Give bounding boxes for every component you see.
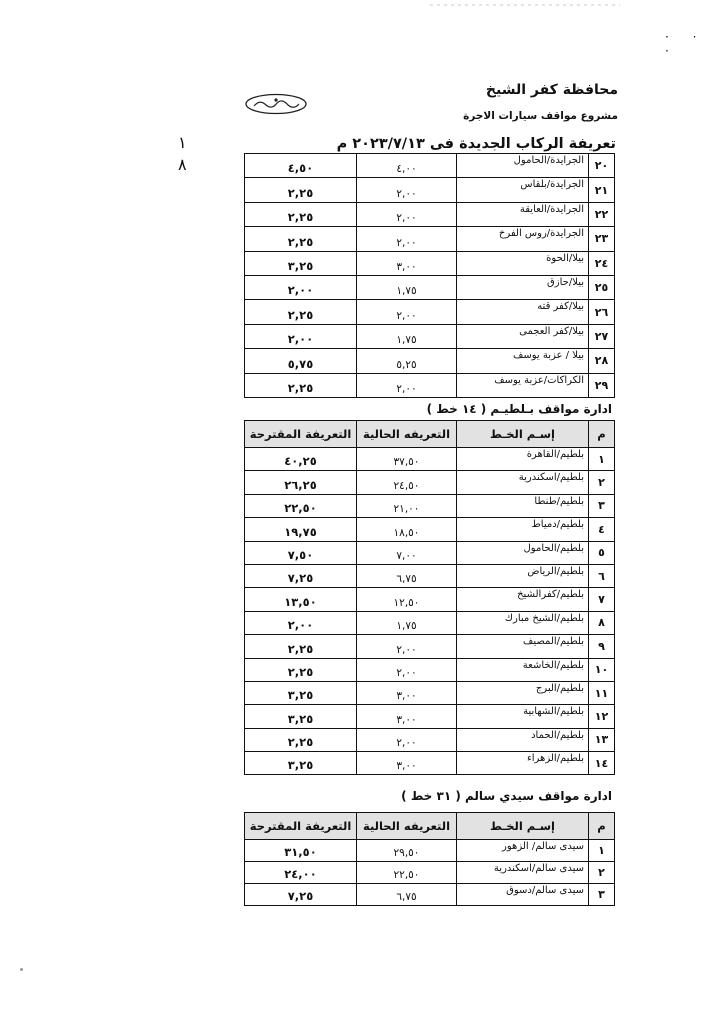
current-fare: ٢,٠٠ [357,728,457,751]
proposed-fare: ٢,٢٥ [245,178,357,202]
table-row [245,448,615,471]
route-name: الكراكات/عزبة يوسف [457,373,589,397]
table-row [245,840,615,862]
row-number: ٢٣ [589,227,615,251]
row-number: ٥ [589,541,615,564]
route-name: بلطيم/الزهراء [457,752,589,775]
current-fare: ٢,٠٠ [357,658,457,681]
table-row [245,251,615,275]
proposed-fare: ١٩,٧٥ [245,518,357,541]
table-row [245,275,615,299]
current-fare: ٢,٠٠ [357,202,457,226]
proposed-fare: ٤,٥٠ [245,154,357,178]
proposed-fare: ٣,٢٥ [245,681,357,704]
project-subheading: مشروع مواقف سيارات الاجرة [463,110,618,122]
row-number: ٢٠ [589,154,615,178]
table-row [245,862,615,884]
row-number: ٢٤ [589,251,615,275]
proposed-fare: ٢,٢٥ [245,227,357,251]
proposed-fare: ٢,٢٥ [245,373,357,397]
current-fare: ٣,٠٠ [357,705,457,728]
current-fare: ٢٤,٥٠ [357,471,457,494]
table-row [245,884,615,906]
proposed-fare: ٣١,٥٠ [245,840,357,862]
route-name: بلطيم/الشهابية [457,705,589,728]
column-header-current: التعريفه الحالية [357,813,457,840]
current-fare: ٢,٠٠ [357,635,457,658]
row-number: ١٢ [589,705,615,728]
table-row [245,178,615,202]
table-row [245,564,615,587]
page-title: تعريفة الركاب الجديدة فى ٢٠٢٣/٧/١٣ م [336,136,616,152]
current-fare: ٢٢,٥٠ [357,862,457,884]
row-number: ٢٨ [589,349,615,373]
current-fare: ٢١,٠٠ [357,494,457,517]
route-name: بلطيم/دمياط [457,518,589,541]
proposed-fare: ٥,٧٥ [245,349,357,373]
page-mark-2: ٨ [178,155,187,174]
proposed-fare: ٢٦,٢٥ [245,471,357,494]
proposed-fare: ٢٢,٥٠ [245,494,357,517]
row-number: ٩ [589,635,615,658]
table-row [245,588,615,611]
section-heading-sidi-salem: ادارة مواقف سيدي سالم ( ٣١ خط ) [401,789,612,803]
route-name: الجرايدة/روس الفرخ [457,227,589,251]
table-row [245,752,615,775]
table-row [245,494,615,517]
current-fare: ٢,٠٠ [357,178,457,202]
route-name: بيلا/كفر قته [457,300,589,324]
row-number: ٢٩ [589,373,615,397]
proposed-fare: ٢٤,٠٠ [245,862,357,884]
route-name: بيلا/الحوة [457,251,589,275]
row-number: ٢٥ [589,275,615,299]
row-number: ٧ [589,588,615,611]
table-row [245,324,615,348]
table-row [245,705,615,728]
column-header-proposed: التعريفة المقترحة [245,813,357,840]
column-header-num: م [589,813,615,840]
table-row [245,300,615,324]
current-fare: ٣,٠٠ [357,681,457,704]
row-number: ٦ [589,564,615,587]
proposed-fare: ٣,٢٥ [245,752,357,775]
proposed-fare: ٢,٢٥ [245,300,357,324]
row-number: ١ [589,448,615,471]
current-fare: ٣,٠٠ [357,251,457,275]
route-name: سيدى سالم/دسوق [457,884,589,906]
current-fare: ١,٧٥ [357,324,457,348]
current-fare: ١٢,٥٠ [357,588,457,611]
route-name: بيلا / عزبة يوسف [457,349,589,373]
route-name: بلطيم/طنطا [457,494,589,517]
table-row [245,635,615,658]
route-name: بلطيم/الشيخ مبارك [457,611,589,634]
current-fare: ٢,٠٠ [357,373,457,397]
table-row [245,202,615,226]
row-number: ١٣ [589,728,615,751]
table-row [245,373,615,397]
table-row [245,154,615,178]
row-number: ٣ [589,884,615,906]
proposed-fare: ٢,٠٠ [245,324,357,348]
route-name: بلطيم/الرياض [457,564,589,587]
proposed-fare: ٣,٢٥ [245,705,357,728]
table-row [245,681,615,704]
proposed-fare: ١٣,٥٠ [245,588,357,611]
proposed-fare: ٧,٥٠ [245,541,357,564]
proposed-fare: ٧,٢٥ [245,564,357,587]
row-number: ١١ [589,681,615,704]
proposed-fare: ٢,٢٥ [245,202,357,226]
table-row [245,518,615,541]
route-name: بلطيم/اسكندرية [457,471,589,494]
proposed-fare: ٢,٢٥ [245,635,357,658]
column-header-proposed: التعريفة المقترحة [245,421,357,448]
table-row [245,349,615,373]
row-number: ٢ [589,862,615,884]
section-heading-baltim: ادارة مواقف بـلطيـم ( ١٤ خط ) [426,402,612,416]
row-number: ٢١ [589,178,615,202]
margin-dots: · · · [665,30,707,58]
proposed-fare: ٣,٢٥ [245,251,357,275]
fares-table-sidi-salem [244,812,615,906]
route-name: الجرايدة/العايقة [457,202,589,226]
route-name: سيدى سالم/ الزهور [457,840,589,862]
current-fare: ٣٧,٥٠ [357,448,457,471]
proposed-fare: ٢,٠٠ [245,611,357,634]
row-number: ٤ [589,518,615,541]
route-name: بيلا/كفر العجمى [457,324,589,348]
scan-marks [430,2,620,8]
proposed-fare: ٧,٢٥ [245,884,357,906]
route-name: الجرايدة/بلقاس [457,178,589,202]
current-fare: ٢,٠٠ [357,300,457,324]
row-number: ٢٧ [589,324,615,348]
table-row [245,227,615,251]
proposed-fare: ٢,٠٠ [245,275,357,299]
route-name: بلطيم/الحامول [457,541,589,564]
column-header-num: م [589,421,615,448]
current-fare: ٢,٠٠ [357,227,457,251]
fares-table-baltim [244,420,615,775]
row-number: ١ [589,840,615,862]
governorate-logo [244,93,308,115]
current-fare: ١,٧٥ [357,275,457,299]
route-name: بلطيم/الخاشعة [457,658,589,681]
current-fare: ٧,٠٠ [357,541,457,564]
scan-speck [20,968,23,971]
current-fare: ٢٩,٥٠ [357,840,457,862]
route-name: بلطيم/كفرالشيخ [457,588,589,611]
row-number: ٢ [589,471,615,494]
current-fare: ٥,٢٥ [357,349,457,373]
proposed-fare: ٢,٢٥ [245,728,357,751]
column-header-name: إسـم الخـط [457,813,589,840]
current-fare: ٤,٠٠ [357,154,457,178]
row-number: ١٠ [589,658,615,681]
table-row [245,728,615,751]
table-row [245,541,615,564]
route-name: بلطيم/المصيف [457,635,589,658]
fares-table-continued [244,153,615,398]
table-row [245,611,615,634]
table-row [245,471,615,494]
table-row [245,658,615,681]
governorate-heading: محافظة كفر الشيخ [485,82,618,98]
route-name: بلطيم/القاهرة [457,448,589,471]
route-name: بلطيم/البرج [457,681,589,704]
proposed-fare: ٢,٢٥ [245,658,357,681]
row-number: ٢٦ [589,300,615,324]
route-name: سيدى سالم/اسكندرية [457,862,589,884]
current-fare: ٣,٠٠ [357,752,457,775]
current-fare: ٦,٧٥ [357,564,457,587]
route-name: بلطيم/الحماد [457,728,589,751]
row-number: ٨ [589,611,615,634]
current-fare: ١٨,٥٠ [357,518,457,541]
row-number: ٢٢ [589,202,615,226]
row-number: ٣ [589,494,615,517]
column-header-name: إسـم الخـط [457,421,589,448]
column-header-current: التعريفه الحالية [357,421,457,448]
route-name: الجرايدة/الحامول [457,154,589,178]
current-fare: ٦,٧٥ [357,884,457,906]
current-fare: ١,٧٥ [357,611,457,634]
proposed-fare: ٤٠,٢٥ [245,448,357,471]
page-mark-1: ١ [178,133,187,152]
route-name: بيلا/حازق [457,275,589,299]
row-number: ١٤ [589,752,615,775]
